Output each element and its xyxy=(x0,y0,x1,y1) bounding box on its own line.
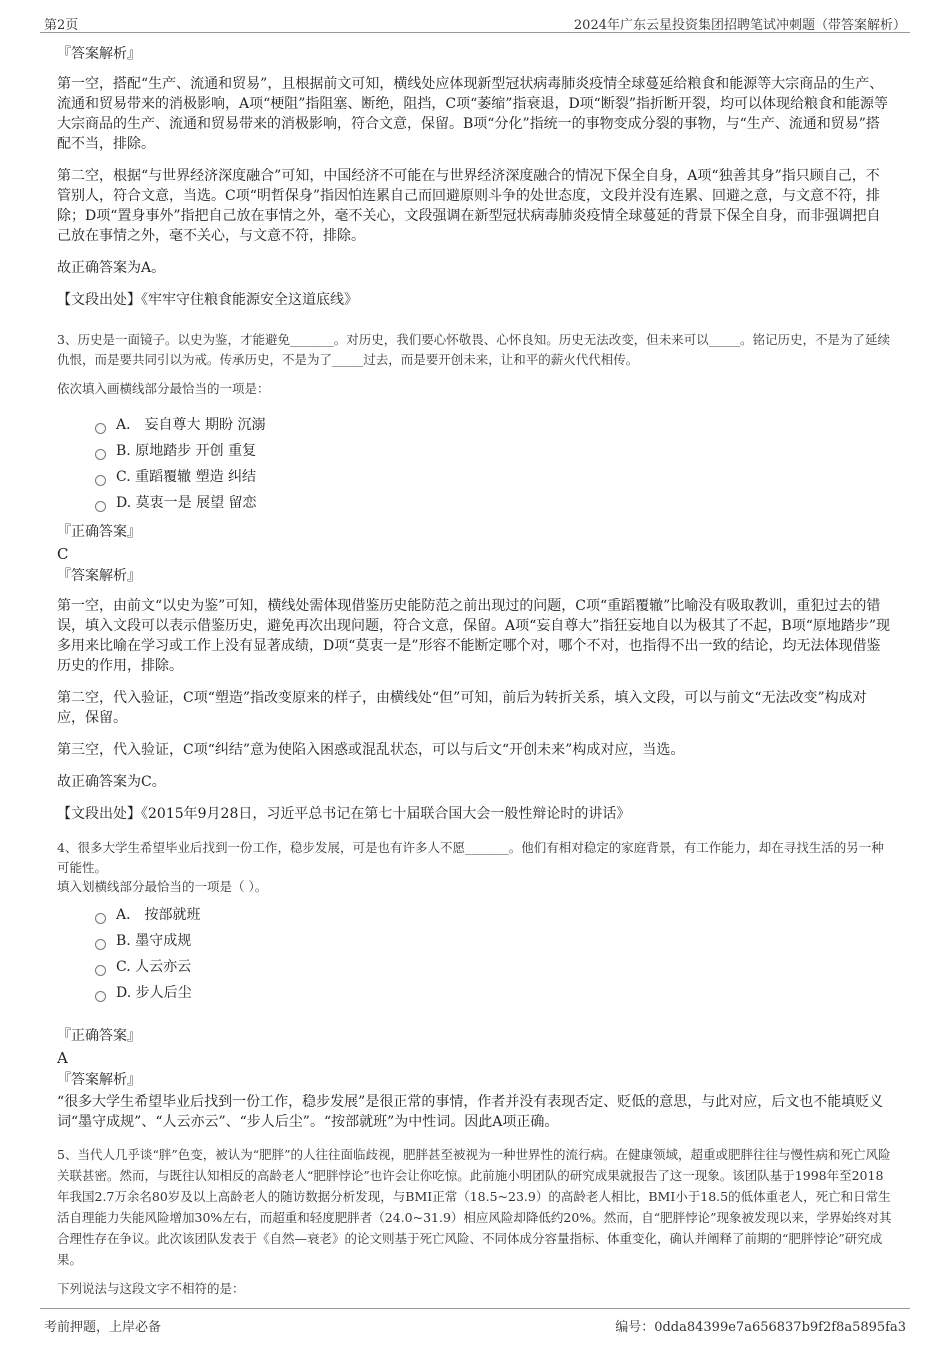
q3-answer-title: 『正确答案』 xyxy=(57,524,141,540)
q4-instruction: 填入划横线部分最恰当的一项是（ ）。 xyxy=(57,879,268,894)
footer-slogan: 考前押题，上岸必备 xyxy=(44,1320,162,1335)
radio-icon[interactable] xyxy=(95,965,106,976)
q2-analysis-title: 『答案解析』 xyxy=(57,46,141,62)
radio-icon[interactable] xyxy=(95,449,106,460)
document-id: 编号：0dda84399e7a656837b9f2f8a5895fa3 xyxy=(615,1320,906,1335)
q3-analysis-para1: 第一空，由前文“以史为鉴”可知，横线处需体现借鉴历史能防范之前出现过的问题，C项“重蹈覆辙”比喻没有吸取教训，重犯过去的错误，填入文段可以表示借鉴历史，避免再次出现问题，符合文意，保留。A项“妄自尊大”指狂妄地自以为极其了不起，B项“原地踏步”现多用来比喻在学习或工作上没有显著成绩，D项“莫衷一是”形容不能断定哪个对，哪个不对，也指得不出一致的结论，均无法体现借鉴历史的作用，排除。 xyxy=(57,598,891,674)
q4-option-a[interactable] xyxy=(95,902,893,928)
option-label: C. 人云亦云 xyxy=(116,959,192,975)
q3-stem: 3、历史是一面镜子。以史为鉴，才能避免_______。对历史，我们要心怀敬畏、心怀良知。历史无法改变，但未来可以_____。铭记历史，不是为了延续仇恨，而是要共同引以为戒。传承历史，不是为了_____过去，而是要开创未来，让和平的薪火代代相传。 xyxy=(57,332,890,367)
q5-instruction: 下列说法与这段文字不相符的是： xyxy=(57,1281,245,1296)
q4-stem: 4、很多大学生希望毕业后找到一份工作，稳步发展，可是也有许多人不愿_______。他们有相对稳定的家庭背景，有工作能力，却在寻找生活的另一种可能性。 xyxy=(57,840,884,875)
q4-answer: A xyxy=(57,1049,68,1067)
q3-source: 【文段出处】《2015年9月28日，习近平总书记在第七十届联合国大会一般性辩论时的讲话》 xyxy=(57,806,631,822)
q3-option-b[interactable] xyxy=(95,438,893,464)
q3-option-d[interactable] xyxy=(95,490,893,516)
q2-source: 【文段出处】《牢牢守住粮食能源安全这道底线》 xyxy=(57,292,358,308)
q3-instruction: 依次填入画横线部分最恰当的一项是： xyxy=(57,381,270,396)
option-label: C. 重蹈覆辙 塑造 纠结 xyxy=(116,469,257,485)
q3-analysis-para2: 第二空，代入验证，C项“塑造”指改变原来的样子，由横线处“但”可知，前后为转折关系，填入文段，可以与前文“无法改变”构成对应，保留。 xyxy=(57,690,867,726)
radio-icon[interactable] xyxy=(95,939,106,950)
q2-analysis-para1: 第一空，搭配“生产、流通和贸易”，且根据前文可知，横线处应体现新型冠状病毒肺炎疫情全球蔓延给粮食和能源等大宗商品的生产、流通和贸易带来的消极影响，A项“梗阻”指阻塞、断绝，阻挡，C项“萎缩”指衰退，D项“断裂”指折断开裂，均可以体现给粮食和能源等大宗商品的生产、流通和贸易带来的消极影响，符合文意，保留。B项“分化”指统一的事物变成分裂的事物，与“生产、流通和贸易”搭配不当，排除。 xyxy=(57,76,888,152)
q3-option-c[interactable] xyxy=(95,464,893,490)
q4-options xyxy=(95,902,893,1006)
radio-icon[interactable] xyxy=(95,501,106,512)
page-header xyxy=(40,10,910,33)
q4-answer-title: 『正确答案』 xyxy=(57,1028,141,1044)
document-body xyxy=(57,44,893,1312)
q4-analysis-title: 『答案解析』 xyxy=(57,1072,141,1088)
radio-icon[interactable] xyxy=(95,913,106,924)
q5-stem: 5、当代人几乎谈“胖”色变，被认为“肥胖”的人往往面临歧视，肥胖甚至被视为一种世界性的流行病。在健康领域，超重或肥胖往往与慢性病和死亡风险关联甚密。然而，与既往认知相反的高龄老人“肥胖悖论”也许会让你吃惊。此前施小明团队的研究成果就报告了这一现象。该团队基于1998年至2018年我国2.7万余名80岁及以上高龄老人的随访数据分析发现，与BMI正常（18.5~23.9）的高龄老人相比，BMI小于18.5的低体重老人，死亡和日常生活自理能力失能风险增加30%左右，而超重和轻度肥胖者（24.0~31.9）相应风险却降低约20%。然而，自“肥胖悖论”现象被发现以来，学界始终对其合理性存在争议。此次该团队发表于《自然—衰老》的论文则基于死亡风险、不同体成分容量指标、体重变化，确认并阐释了前期的“肥胖悖论”研究成果。 xyxy=(57,1147,892,1267)
option-label: A． 妄自尊大 期盼 沉溺 xyxy=(116,417,266,433)
radio-icon[interactable] xyxy=(95,475,106,486)
q4-option-d[interactable] xyxy=(95,980,893,1006)
q3-analysis-para3: 第三空，代入验证，C项“纠结”意为使陷入困惑或混乱状态，可以与后文“开创未来”构成对应，当选。 xyxy=(57,742,685,758)
option-label: B. 原地踏步 开创 重复 xyxy=(116,443,257,459)
q4-option-b[interactable] xyxy=(95,928,893,954)
q3-option-a[interactable] xyxy=(95,412,893,438)
option-label: B. 墨守成规 xyxy=(116,933,192,949)
radio-icon[interactable] xyxy=(95,423,106,434)
page-number: 第2页 xyxy=(44,18,79,33)
q4-option-c[interactable] xyxy=(95,954,893,980)
q2-conclusion: 故正确答案为A。 xyxy=(57,260,166,276)
q2-analysis-para2: 第二空，根据“与世界经济深度融合”可知，中国经济不可能在与世界经济深度融合的情况下保全自身，A项“独善其身”指只顾自己，不管别人，符合文意，当选。C项“明哲保身”指因怕连累自己而回避原则斗争的处世态度，文段并没有连累、回避之意，与文意不符，排除；D项“置身事外”指把自己放在事情之外，毫不关心，文段强调在新型冠状病毒肺炎疫情全球蔓延的背景下保全自身，而非强调把自己放在事情之外，毫不关心，与文意不符，排除。 xyxy=(57,168,881,244)
page-footer xyxy=(40,1308,910,1337)
option-label: A． 按部就班 xyxy=(116,907,201,923)
q3-answer: C xyxy=(57,545,69,563)
option-label: D. 步人后尘 xyxy=(116,985,192,1001)
q3-conclusion: 故正确答案为C。 xyxy=(57,774,166,790)
radio-icon[interactable] xyxy=(95,991,106,1002)
q3-analysis-title: 『答案解析』 xyxy=(57,568,141,584)
q4-analysis-para1: “很多大学生希望毕业后找到一份工作，稳步发展”是很正常的事情，作者并没有表现否定、贬低的意思，与此对应，后文也不能填贬义词“墨守成规”、“人云亦云”、“步人后尘”。“按部就班”为中性词。因此A项正确。 xyxy=(57,1094,884,1130)
option-label: D. 莫衷一是 展望 留恋 xyxy=(116,495,257,511)
document-title: 2024年广东云星投资集团招聘笔试冲刺题（带答案解析） xyxy=(573,18,906,33)
q3-options xyxy=(95,412,893,516)
